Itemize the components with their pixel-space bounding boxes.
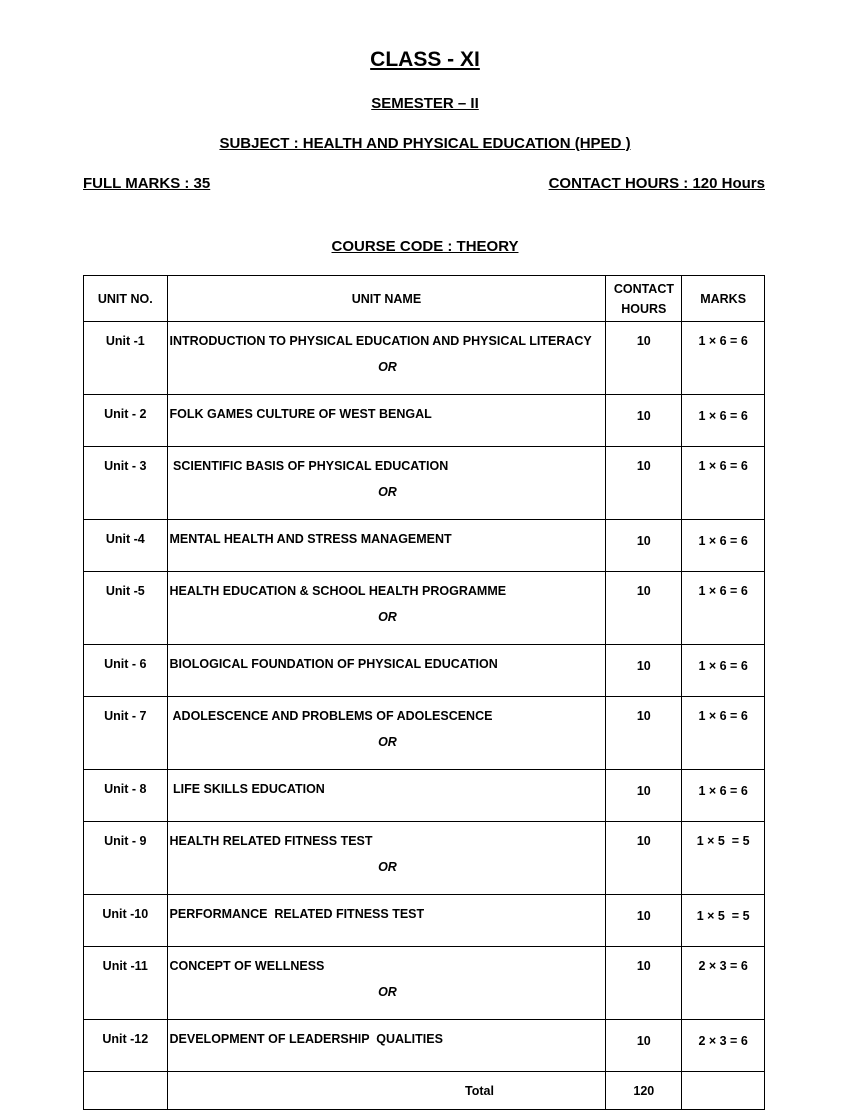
unit-name-text: ADOLESCENCE AND PROBLEMS OF ADOLESCENCE	[169, 709, 493, 723]
table-row	[84, 645, 765, 697]
marks-cell: 1 × 6 = 6	[682, 447, 765, 520]
marks-cell: 1 × 6 = 6	[682, 697, 765, 770]
table-row	[84, 520, 765, 572]
table-row	[84, 322, 765, 395]
table-row	[84, 947, 765, 1020]
marks-cell: 1 × 5 = 5	[682, 822, 765, 895]
full-marks-label: FULL MARKS : 35	[83, 175, 211, 192]
unit-name-cell	[167, 572, 606, 645]
table-row	[84, 395, 765, 447]
unit-name-cell	[167, 447, 606, 520]
table-row	[84, 895, 765, 947]
table-row	[84, 1020, 765, 1072]
unit-number-cell: Unit -10	[84, 895, 168, 947]
table-header-row	[84, 276, 765, 322]
or-separator: OR	[378, 485, 397, 499]
table-row	[84, 770, 765, 822]
unit-name-cell	[167, 520, 606, 572]
unit-name-text: FOLK GAMES CULTURE OF WEST BENGAL	[169, 407, 432, 421]
course-code-title: COURSE CODE : THEORY	[331, 238, 519, 255]
contact-hours-cell: 10	[606, 322, 682, 395]
unit-number-cell: Unit -11	[84, 947, 168, 1020]
contact-hours-label: CONTACT HOURS : 120 Hours	[548, 175, 765, 192]
unit-name-text: PERFORMANCE RELATED FITNESS TEST	[169, 907, 425, 921]
semester-title: SEMESTER – II	[371, 95, 479, 112]
unit-name-cell	[167, 645, 606, 697]
total-row	[84, 1072, 765, 1110]
unit-name-cell	[167, 395, 606, 447]
contact-hours-cell: 10	[606, 770, 682, 822]
unit-name-cell	[167, 1020, 606, 1072]
syllabus-table	[83, 275, 765, 1110]
unit-name-cell	[167, 895, 606, 947]
unit-name-cell	[167, 770, 606, 822]
table-row	[84, 697, 765, 770]
unit-number-cell: Unit -5	[84, 572, 168, 645]
total-hours: 120	[606, 1072, 682, 1110]
unit-number-cell: Unit - 2	[84, 395, 168, 447]
total-marks-cell	[682, 1072, 765, 1110]
column-header-unit-name: UNIT NAME	[167, 276, 606, 322]
marks-cell: 2 × 3 = 6	[682, 947, 765, 1020]
unit-number-cell: Unit - 3	[84, 447, 168, 520]
marks-cell: 1 × 6 = 6	[682, 645, 765, 697]
marks-cell: 1 × 6 = 6	[682, 395, 765, 447]
unit-number-cell: Unit - 7	[84, 697, 168, 770]
unit-name-text: HEALTH EDUCATION & SCHOOL HEALTH PROGRAMME	[169, 584, 507, 598]
marks-cell: 1 × 6 = 6	[682, 572, 765, 645]
contact-hours-cell: 10	[606, 822, 682, 895]
marks-cell: 1 × 6 = 6	[682, 770, 765, 822]
unit-name-cell	[167, 322, 606, 395]
table-row	[84, 822, 765, 895]
unit-number-cell: Unit -1	[84, 322, 168, 395]
class-title: CLASS - XI	[370, 48, 480, 71]
unit-name-text: HEALTH RELATED FITNESS TEST	[169, 834, 373, 848]
subject-title: SUBJECT : HEALTH AND PHYSICAL EDUCATION (HPED )	[219, 135, 631, 152]
unit-name-text: INTRODUCTION TO PHYSICAL EDUCATION AND PHYSICAL LITERACY	[169, 334, 592, 348]
contact-hours-cell: 10	[606, 447, 682, 520]
total-empty-cell	[84, 1072, 168, 1110]
table-row	[84, 572, 765, 645]
column-header-contact-hours: CONTACT HOURS	[606, 276, 682, 322]
unit-name-text: DEVELOPMENT OF LEADERSHIP QUALITIES	[169, 1032, 443, 1046]
unit-number-cell: Unit - 9	[84, 822, 168, 895]
marks-cell: 1 × 6 = 6	[682, 322, 765, 395]
contact-hours-cell: 10	[606, 520, 682, 572]
marks-cell: 1 × 5 = 5	[682, 895, 765, 947]
unit-name-text: CONCEPT OF WELLNESS	[169, 959, 325, 973]
or-separator: OR	[378, 360, 397, 374]
unit-name-cell	[167, 697, 606, 770]
unit-name-text: BIOLOGICAL FOUNDATION OF PHYSICAL EDUCATION	[169, 657, 498, 671]
unit-name-cell	[167, 822, 606, 895]
unit-number-cell: Unit -12	[84, 1020, 168, 1072]
contact-hours-cell: 10	[606, 947, 682, 1020]
unit-name-cell	[167, 947, 606, 1020]
unit-name-text: LIFE SKILLS EDUCATION	[169, 782, 325, 796]
contact-hours-cell: 10	[606, 395, 682, 447]
column-header-unit-no: UNIT NO.	[84, 276, 168, 322]
or-separator: OR	[378, 735, 397, 749]
contact-hours-cell: 10	[606, 645, 682, 697]
unit-number-cell: Unit - 8	[84, 770, 168, 822]
total-label: Total	[167, 1072, 606, 1110]
or-separator: OR	[378, 985, 397, 999]
contact-hours-cell: 10	[606, 697, 682, 770]
marks-cell: 1 × 6 = 6	[682, 520, 765, 572]
or-separator: OR	[378, 860, 397, 874]
unit-number-cell: Unit - 6	[84, 645, 168, 697]
column-header-marks: MARKS	[682, 276, 765, 322]
contact-hours-cell: 10	[606, 572, 682, 645]
or-separator: OR	[378, 610, 397, 624]
unit-name-text: SCIENTIFIC BASIS OF PHYSICAL EDUCATION	[169, 459, 449, 473]
contact-hours-cell: 10	[606, 895, 682, 947]
unit-name-text: MENTAL HEALTH AND STRESS MANAGEMENT	[169, 532, 452, 546]
marks-cell: 2 × 3 = 6	[682, 1020, 765, 1072]
unit-number-cell: Unit -4	[84, 520, 168, 572]
contact-hours-cell: 10	[606, 1020, 682, 1072]
table-row	[84, 447, 765, 520]
